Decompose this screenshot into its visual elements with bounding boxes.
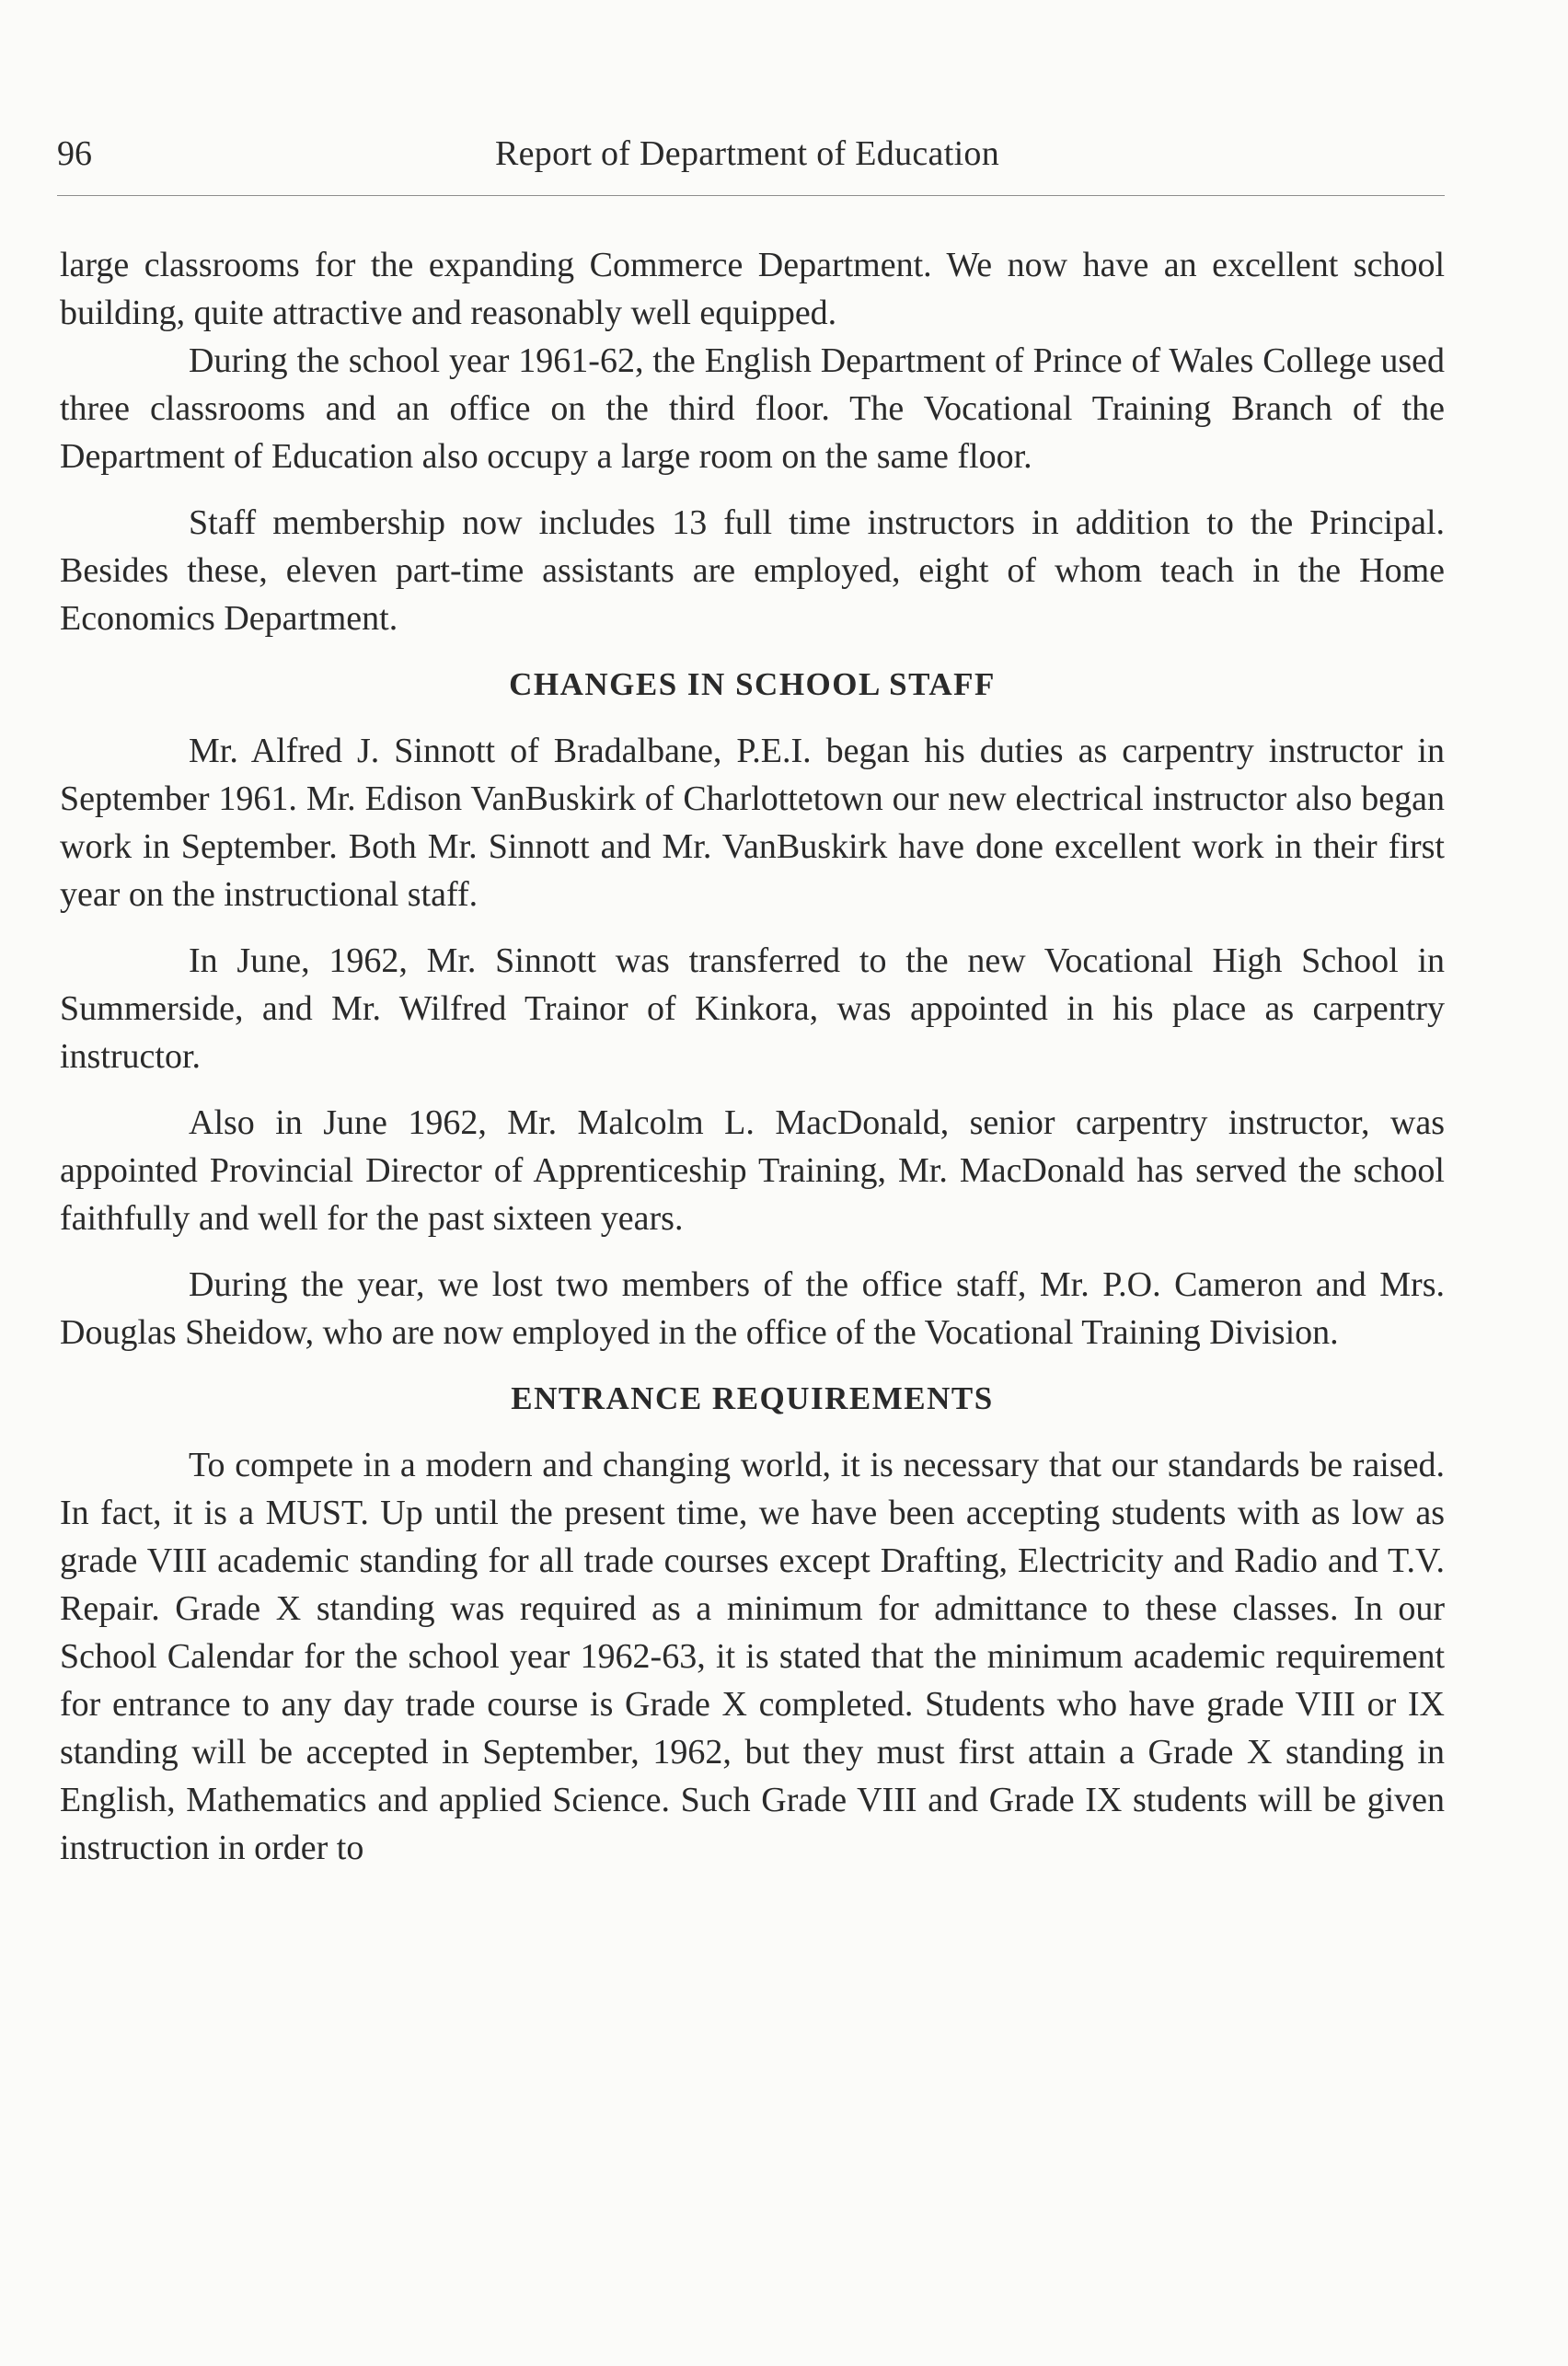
section-heading-staff-changes: CHANGES IN SCHOOL STAFF bbox=[509, 666, 996, 702]
paragraph-entrance-requirements: To compete in a modern and changing world, it is necessary that our standards be raised. In fact, it is a MUST. Up until the present time, we have been accepting students with as low as grade VIII academic standing for all trade courses except Drafting, Electricity and Radio and T.V. Repair. Grade X standing was required as a minimum for admittance to these classes. In our School Calendar for the school year 1962-63, it is stated that the minimum academic requirement for entrance to any day trade course is Grade X completed. Students who have grade VIII or IX standing will be accepted in September, 1962, but they must first attain a Grade X standing in English, Mathematics and applied Science. Such Grade VIII and Grade IX students will be given instruction in order to bbox=[60, 1446, 1445, 1867]
page-header bbox=[57, 133, 1437, 185]
paragraph-new-instructors: Mr. Alfred J. Sinnott of Bradalbane, P.E.I. began his duties as carpentry instructor in September 1961. Mr. Edison VanBuskirk of Charlottetown our new electrical instructor also began work in September. Both Mr. Sinnott and Mr. VanBuskirk have done excellent work in their first year on the instructional staff. bbox=[60, 732, 1445, 914]
paragraph-office-staff: During the year, we lost two members of the office staff, Mr. P.O. Cameron and Mrs. Douglas Sheidow, who are now employed in the office of the Vocational Training Division. bbox=[60, 1265, 1445, 1352]
paragraph-sinnott-transfer: In June, 1962, Mr. Sinnott was transferred to the new Vocational High School in Summerside, and Mr. Wilfred Trainor of Kinkora, was appointed in his place as carpentry instructor. bbox=[60, 941, 1445, 1076]
running-title: Report of Department of Education bbox=[494, 134, 1000, 173]
page-number: 96 bbox=[57, 134, 92, 173]
body-text bbox=[60, 241, 1445, 1890]
paragraph-staff-membership: Staff membership now includes 13 full time instructors in addition to the Principal. Besides these, eleven part-time assistants are employed, eight of whom teach in the Home Economics Department. bbox=[60, 503, 1445, 638]
section-heading-entrance-requirements: ENTRANCE REQUIREMENTS bbox=[511, 1380, 994, 1416]
paragraph-english-department: During the school year 1961-62, the English Department of Prince of Wales College used three classrooms and an office on the third floor. The Vocational Training Branch of the Department of Education also occupy a large room on the same floor. bbox=[60, 341, 1445, 476]
paragraph-continued: large classrooms for the expanding Commerce Department. We now have an excellent school building, quite attractive and reasonably well equipped. bbox=[60, 246, 1445, 332]
paragraph-macdonald-appointment: Also in June 1962, Mr. Malcolm L. MacDonald, senior carpentry instructor, was appointed Provincial Director of Apprenticeship Training, Mr. MacDonald has served the school faithfully and well for the past sixteen years. bbox=[60, 1103, 1445, 1238]
header-rule bbox=[57, 195, 1445, 196]
